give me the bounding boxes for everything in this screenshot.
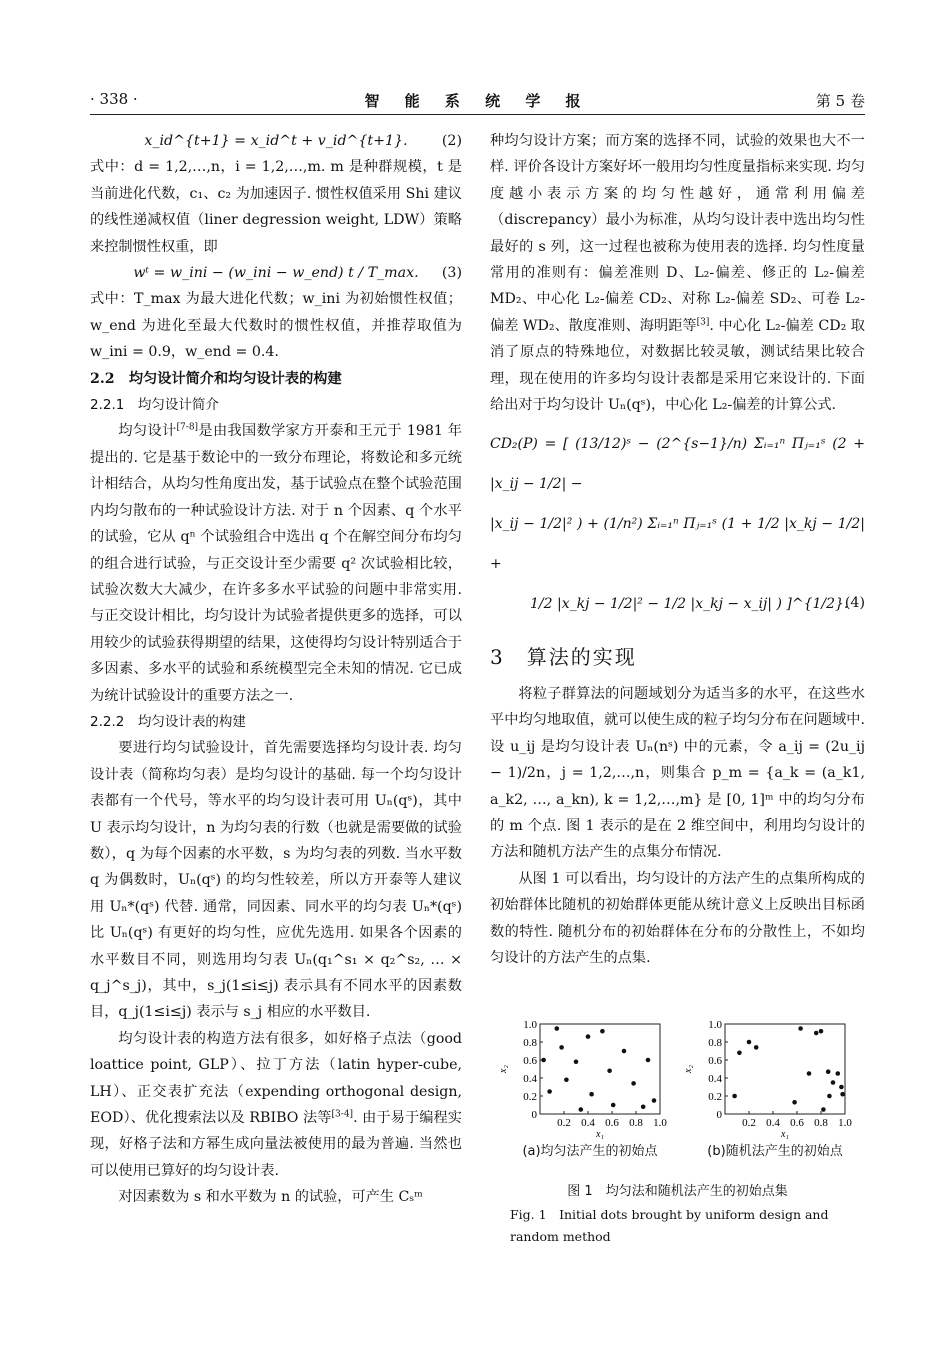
figure-caption-cn: 图 1 均匀法和随机法产生的初始点集 [567, 1184, 788, 1199]
data-point [819, 1029, 824, 1034]
paragraph: 式中：T_max 为最大进化代数；w_ini 为初始惯性权值；w_end 为进化至最大代数时的惯性权值，并推荐取值为 w_ini = 0.9，w_end = 0.4. [90, 291, 462, 361]
y-tick-label: 0 [531, 1109, 537, 1121]
data-point [564, 1078, 569, 1083]
paragraph: 要进行均匀试验设计，首先需要选择均匀设计表. 均匀设计表（简称均匀表）是均匀设计的基础. 每一个均匀设计表都有一个代号，等水平的均匀设计表可用 Uₙ(qˢ)，其中 U 表示均匀设计，n 为均匀表的行数（也就是需要做的试验数），q 为每个因素的水平数，s 为均匀表的列数. 当水平数 q 为偶数时，Uₙ(qˢ) 的均匀性较差，所以方开泰等人建议用 Uₙ*(qˢ) 代替. 通常，同因素、同水平的均匀表 Uₙ*(qˢ) 比 Uₙ(qˢ) 有更好的均匀性，应优先选用. 如果各个因素的水平数目不同，则选用均匀表 Uₙ(q₁^s₁ × q₂^s₂, … × q_j^s_j)，其中，s_j(1≤i≤j) 表示具有不同水平的因素数目，q_j(1≤i≤j) 表示与 s_j 相应的水平数目. [90, 740, 462, 1021]
data-point [547, 1089, 552, 1094]
figure-caption-en: Fig. 1 Initial dots brought by uniform design and random method [510, 1207, 829, 1244]
x-tick-label: 0.8 [814, 1117, 828, 1129]
y-tick-label: 0.6 [708, 1055, 722, 1067]
data-point [622, 1049, 627, 1054]
x-axis-label: x₁ [781, 1129, 789, 1140]
subfigure-caption: (a)均匀法产生的初始点 [522, 1144, 658, 1159]
y-tick-label: 0.4 [708, 1073, 722, 1085]
right-column [490, 128, 865, 971]
data-point [798, 1026, 803, 1031]
equation-2-number: (2) [441, 133, 462, 149]
citation: [3-4] [331, 1109, 354, 1120]
data-point [652, 1098, 657, 1103]
page-number: · 338 · [90, 90, 138, 108]
journal-title: 智 能 系 统 学 报 [364, 92, 591, 110]
figure-1b [685, 1018, 865, 1168]
data-point [836, 1071, 841, 1076]
equation-4-line: CD₂(P) = [ (13/12)ˢ − (2^{s−1}/n) Σᵢ₌₁ⁿ Πⱼ₌₁ˢ (2 + |x_ij − 1/2| − [490, 436, 865, 493]
paragraph: 对因素数为 s 和水平数为 n 的试验，可产生 Cₛᵐ [118, 1189, 423, 1206]
paragraph-text: 是由我国数学家方开泰和王元于 1981 年提出的. 它是基于数论中的一致分布理论，将数论和多元统计相结合，从均匀性角度出发，基于试验点在整个试验范围内均匀散布的一种试验设计方法. 对于 n 个因素、q 个水平的试验，它从 qⁿ 个试验组合中选出 q 个在解空间分布均匀的组合进行试验，与正交设计至少需要 q² 次试验相比较，试验次数大大减少，在许多多水平试验的问题中非常实用. 与正交设计相比，均匀设计为试验者提供更多的选择，可以用较少的试验获得期望的结果，这使得均匀设计特别适合于多因素、多水平的试验和系统模型完全未知的情况. 它已成为统计试验设计的重要方法之一. [90, 423, 462, 704]
data-point [831, 1080, 836, 1085]
scatter-chart-uniform [500, 1018, 680, 1140]
paragraph: 式中：d = 1,2,…,n，i = 1,2,…,m. m 是种群规模，t 是当前进化代数，c₁、c₂ 为加速因子. 惯性权值采用 Shi 建议的线性递减权值（liner degression weight, LDW）策略来控制惯性权重，即 [90, 159, 462, 255]
y-tick-label: 0 [716, 1109, 722, 1121]
subfigure-caption: (b)随机法产生的初始点 [707, 1144, 843, 1159]
x-tick-label: 1.0 [838, 1117, 852, 1129]
data-point [747, 1040, 752, 1045]
equation-2-text: x_id^{t+1} = x_id^t + v_id^{t+1}. [144, 133, 408, 149]
y-axis-label: x₂ [683, 1065, 694, 1073]
y-tick-label: 0.4 [523, 1073, 537, 1085]
y-axis-label: x₂ [498, 1065, 509, 1073]
paragraph [90, 1026, 462, 1184]
paragraph: 从图 1 可以看出，均匀设计的方法产生的点集所构成的初始群体比随机的初始群体更能从统计意义上反映出目标函数的特性. 随机分布的初始群体在分布的分散性上，不如均匀设计的方法产生的点集. [490, 870, 865, 966]
paragraph-text: . 中心化 L₂-偏差 CD₂ 取消了原点的特殊地位，对数据比较灵敏，测试结果比较合理，现在使用的许多均匀设计表都是采用它来设计的. 下面给出对于均匀设计 Uₙ(qˢ)，中心化 L₂-偏差的计算公式. [490, 317, 865, 414]
data-point [574, 1060, 579, 1065]
paragraph-text: . 由于易于编程实现，好格子法和方幂生成向量法被使用的最为普遍. 当然也可以使用已算好的均匀设计表. [90, 1110, 462, 1179]
data-point [559, 1045, 564, 1050]
paragraph-text: 均匀设计表的构造方法有很多，如好格子点法（good loattice point, GLP）、拉丁方法（latin hyper-cube, LH）、正交表扩充法（expending orthogonal design, EOD）、优化搜索法以及 RBIBO 法等 [90, 1030, 462, 1127]
data-point [589, 1092, 594, 1097]
scatter-chart-random [685, 1018, 865, 1140]
paragraph-text: 种均匀设计方案；而方案的选择不同，试验的效果也大不一样. 评价各设计方案好坏一般用均匀性度量指标来实现. 均匀度越小表示方案的均匀性越好，通常利用偏差（discrepancy）最小为标准，从均匀设计表中选出均匀性最好的 s 列，这一过程也被称为使用表的选择. 均匀性度量常用的准则有：偏差准则 D、L₂-偏差、修正的 L₂-偏差 MD₂、中心化 L₂-偏差 CD₂、对称 L₂-偏差 SD₂、可卷 L₂-偏差 WD₂、散度准则、海明距等 [490, 133, 865, 334]
y-tick-label: 0.8 [523, 1037, 537, 1049]
data-point [600, 1029, 605, 1034]
x-tick-label: 1.0 [653, 1117, 667, 1129]
data-point [555, 1026, 560, 1031]
y-tick-label: 0.2 [708, 1091, 722, 1103]
data-point [840, 1092, 845, 1097]
data-point [839, 1085, 844, 1090]
data-point [821, 1107, 826, 1112]
citation: [3] [696, 317, 710, 328]
data-point [792, 1100, 797, 1105]
y-tick-label: 1.0 [708, 1019, 722, 1031]
volume-label: 第 5 卷 [815, 92, 865, 110]
data-point [646, 1058, 651, 1063]
page-header [90, 88, 865, 115]
section-heading: 3 算法的实现 [490, 645, 637, 670]
data-point [826, 1069, 831, 1074]
equation-3-number: (3) [441, 265, 462, 282]
data-point [827, 1094, 832, 1099]
data-point [607, 1069, 612, 1074]
x-tick-label: 0.6 [605, 1117, 619, 1129]
x-tick-label: 0.2 [742, 1117, 756, 1129]
data-point [631, 1081, 636, 1086]
data-point [732, 1094, 737, 1099]
data-point [737, 1051, 742, 1056]
data-point [641, 1105, 646, 1110]
x-tick-label: 0.8 [629, 1117, 643, 1129]
equation-3 [90, 260, 462, 286]
paragraph [490, 128, 865, 418]
y-tick-label: 0.2 [523, 1091, 537, 1103]
y-tick-label: 0.8 [708, 1037, 722, 1049]
subsection-heading: 2.2.2 均匀设计表的构建 [90, 713, 246, 730]
x-tick-label: 0.6 [790, 1117, 804, 1129]
y-tick-label: 0.6 [523, 1055, 537, 1067]
subsection-heading: 2.2.1 均匀设计简介 [90, 397, 219, 414]
data-point [814, 1031, 819, 1036]
left-column [90, 128, 462, 1211]
x-tick-label: 0.4 [766, 1117, 780, 1129]
figure-1 [490, 1018, 865, 1168]
data-point [754, 1045, 759, 1050]
plot-frame [725, 1024, 845, 1114]
equation-4 [490, 424, 865, 624]
citation: [7-8] [176, 422, 199, 433]
data-point [611, 1103, 616, 1108]
section-heading: 2.2 均匀设计简介和均匀设计表的构建 [90, 370, 342, 387]
equation-3-text: wᵗ = w_ini − (w_ini − w_end) t / T_max. [133, 265, 419, 282]
x-axis-label: x₁ [596, 1129, 604, 1140]
x-tick-label: 0.4 [581, 1117, 595, 1129]
y-tick-label: 1.0 [523, 1019, 537, 1031]
equation-4-line: 1/2 |x_kj − 1/2|² − 1/2 |x_kj − x_ij| ) ]^{1/2}. [530, 596, 849, 613]
data-point [541, 1058, 546, 1063]
paragraph [90, 418, 462, 708]
x-tick-label: 0.2 [557, 1117, 571, 1129]
data-point [586, 1034, 591, 1039]
data-point [579, 1107, 584, 1112]
equation-4-line: |x_ij − 1/2|² ) + (1/n²) Σᵢ₌₁ⁿ Πⱼ₌₁ˢ (1 + 1/2 |x_kj − 1/2| + [490, 516, 865, 573]
equation-4-number: (4) [844, 595, 865, 612]
paragraph: 将粒子群算法的问题域划分为适当多的水平，在这些水平中均匀地取值，就可以使生成的粒子均匀分布在问题域中. 设 u_ij 是均匀设计表 Uₙ(nˢ) 中的元素，令 a_ij = (2u_ij − 1)/2n，j = 1,2,…,n，则集合 p_m = {a_k = (a_k1, a_k2, …, a_kn), k = 1,2,…,m} 是 [0, 1]ᵐ 中的均匀分布的 m 个点. 图 1 表示的是在 2 维空间中，利用均匀设计的方法和随机方法产生的点集分布情况. [490, 685, 865, 861]
figure-1a [500, 1018, 680, 1168]
paragraph-text: 均匀设计 [118, 423, 177, 440]
equation-2 [90, 128, 462, 154]
data-point [807, 1071, 812, 1076]
plot-frame [540, 1024, 660, 1114]
